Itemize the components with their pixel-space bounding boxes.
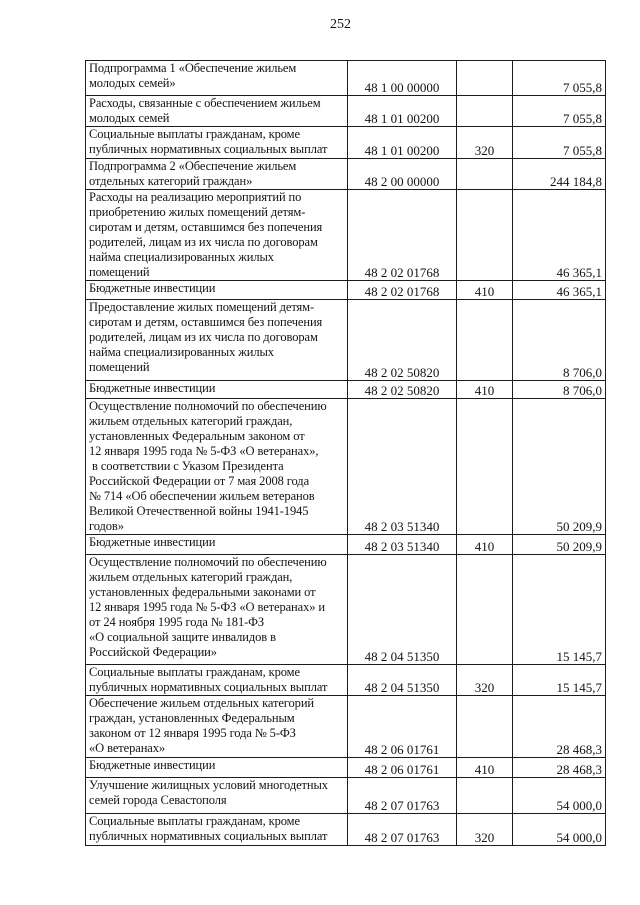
table-row	[86, 535, 606, 555]
expense-type-cell	[457, 399, 513, 535]
expense-type-cell: 410	[457, 535, 513, 555]
expense-type-cell	[457, 61, 513, 96]
expense-type-cell	[457, 778, 513, 814]
amount-cell: 50 209,9	[513, 535, 606, 555]
amount-cell: 46 365,1	[513, 190, 606, 281]
target-code-cell: 48 1 01 00200	[348, 96, 457, 127]
expense-type-cell	[457, 696, 513, 758]
row-name-cell: Социальные выплаты гражданам, кроме публичных нормативных социальных выплат	[86, 814, 348, 846]
table-row	[86, 61, 606, 96]
amount-cell: 15 145,7	[513, 665, 606, 696]
amount-cell: 7 055,8	[513, 127, 606, 159]
table-row	[86, 758, 606, 778]
amount-cell: 8 706,0	[513, 381, 606, 399]
expense-type-cell	[457, 555, 513, 665]
table-row	[86, 381, 606, 399]
amount-cell: 8 706,0	[513, 300, 606, 381]
amount-cell: 54 000,0	[513, 778, 606, 814]
table-row	[86, 665, 606, 696]
expense-type-cell	[457, 96, 513, 127]
expense-type-cell: 410	[457, 758, 513, 778]
amount-cell: 15 145,7	[513, 555, 606, 665]
row-name-cell: Бюджетные инвестиции	[86, 535, 348, 555]
expense-type-cell: 320	[457, 127, 513, 159]
amount-cell: 28 468,3	[513, 758, 606, 778]
target-code-cell: 48 2 02 01768	[348, 281, 457, 300]
table-row	[86, 399, 606, 535]
table-row	[86, 96, 606, 127]
row-name-cell: Подпрограмма 2 «Обеспечение жильем отдельных категорий граждан»	[86, 159, 348, 190]
row-name-cell: Бюджетные инвестиции	[86, 381, 348, 399]
table-row	[86, 555, 606, 665]
target-code-cell: 48 2 03 51340	[348, 535, 457, 555]
target-code-cell: 48 2 00 00000	[348, 159, 457, 190]
table-row	[86, 127, 606, 159]
target-code-cell: 48 1 00 00000	[348, 61, 457, 96]
expense-type-cell	[457, 300, 513, 381]
expense-type-cell	[457, 190, 513, 281]
page-number: 252	[330, 17, 351, 32]
table-row	[86, 159, 606, 190]
target-code-cell: 48 2 02 50820	[348, 300, 457, 381]
row-name-cell: Осуществление полномочий по обеспечению жильем отдельных категорий граждан, установленных Федеральным законом от 12 января 1995 года № 5-ФЗ «О ветеранах», в соответствии с Указом Президента Российской Федерации от 7 мая 2008 года № 714 «Об обеспечении жильем ветеранов Великой Отечественной войны 1941-1945 годов»	[86, 399, 348, 535]
table-row	[86, 778, 606, 814]
amount-cell: 28 468,3	[513, 696, 606, 758]
target-code-cell: 48 2 04 51350	[348, 555, 457, 665]
row-name-cell: Бюджетные инвестиции	[86, 758, 348, 778]
expense-type-cell: 320	[457, 665, 513, 696]
amount-cell: 244 184,8	[513, 159, 606, 190]
expense-type-cell: 410	[457, 381, 513, 399]
row-name-cell: Осуществление полномочий по обеспечению жильем отдельных категорий граждан, установленных федеральными законами от 12 января 1995 года № 5-ФЗ «О ветеранах» и от 24 ноября 1995 года № 181-ФЗ «О социальной защите инвалидов в Российской Федерации»	[86, 555, 348, 665]
row-name-cell: Обеспечение жильем отдельных категорий граждан, установленных Федеральным законом от 12 января 1995 года № 5-ФЗ «О ветеранах»	[86, 696, 348, 758]
row-name-cell: Социальные выплаты гражданам, кроме публичных нормативных социальных выплат	[86, 127, 348, 159]
target-code-cell: 48 2 07 01763	[348, 778, 457, 814]
table-row	[86, 190, 606, 281]
table-row	[86, 300, 606, 381]
target-code-cell: 48 2 06 01761	[348, 696, 457, 758]
amount-cell: 7 055,8	[513, 61, 606, 96]
row-name-cell: Расходы на реализацию мероприятий по приобретению жилых помещений детям- сиротам и детям, оставшимся без попечения родителей, лицам из их числа по договорам найма специализированных жилых помещений	[86, 190, 348, 281]
target-code-cell: 48 2 03 51340	[348, 399, 457, 535]
target-code-cell: 48 2 06 01761	[348, 758, 457, 778]
row-name-cell: Расходы, связанные с обеспечением жильем молодых семей	[86, 96, 348, 127]
target-code-cell: 48 2 02 50820	[348, 381, 457, 399]
row-name-cell: Социальные выплаты гражданам, кроме публичных нормативных социальных выплат	[86, 665, 348, 696]
target-code-cell: 48 2 07 01763	[348, 814, 457, 846]
row-name-cell: Улучшение жилищных условий многодетных семей города Севастополя	[86, 778, 348, 814]
row-name-cell: Предоставление жилых помещений детям- сиротам и детям, оставшимся без попечения родителей, лицам из их числа по договорам найма специализированных жилых помещений	[86, 300, 348, 381]
amount-cell: 7 055,8	[513, 96, 606, 127]
row-name-cell: Бюджетные инвестиции	[86, 281, 348, 300]
expense-type-cell: 410	[457, 281, 513, 300]
amount-cell: 46 365,1	[513, 281, 606, 300]
target-code-cell: 48 1 01 00200	[348, 127, 457, 159]
amount-cell: 50 209,9	[513, 399, 606, 535]
target-code-cell: 48 2 04 51350	[348, 665, 457, 696]
row-name-cell: Подпрограмма 1 «Обеспечение жильем молодых семей»	[86, 61, 348, 96]
table-row	[86, 281, 606, 300]
table-row	[86, 696, 606, 758]
expense-type-cell: 320	[457, 814, 513, 846]
budget-table	[85, 60, 606, 846]
target-code-cell: 48 2 02 01768	[348, 190, 457, 281]
expense-type-cell	[457, 159, 513, 190]
amount-cell: 54 000,0	[513, 814, 606, 846]
table-row	[86, 814, 606, 846]
